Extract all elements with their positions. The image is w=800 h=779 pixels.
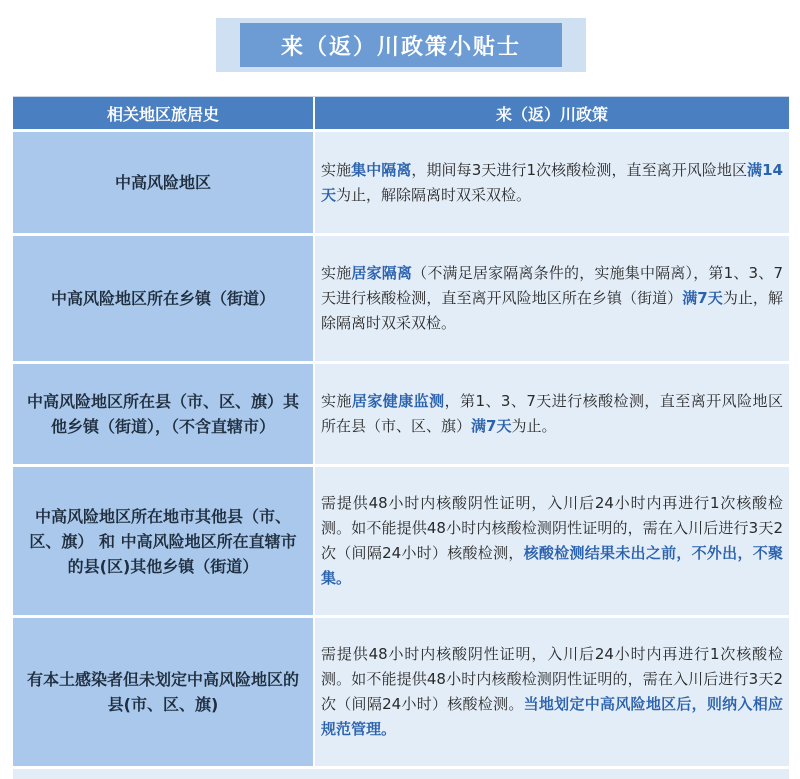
policy-cell bbox=[315, 467, 789, 615]
region-cell: 中高风险地区 bbox=[13, 132, 313, 233]
table-header bbox=[13, 97, 789, 129]
table-row bbox=[13, 467, 789, 615]
page-title: 来（返）川政策小贴士 bbox=[240, 23, 562, 67]
policy-text: 需提供48小时内核酸阴性证明，入川后24小时内再进行1次核酸检测。如不能提供48小时内核酸检测阴性证明的，需在入川后进行3天2次（间隔24小时）核酸检测，核酸检测结果未出之前，不外出，不聚集。 bbox=[321, 494, 783, 587]
table-row bbox=[13, 618, 789, 766]
title-banner bbox=[216, 18, 586, 72]
policy-text: 需提供48小时内核酸阴性证明，入川后24小时内再进行1次核酸检测。如不能提供48小时内核酸检测阴性证明的，需在入川后进行3天2次（间隔24小时）核酸检测。当地划定中高风险地区后，则纳入相应规范管理。 bbox=[321, 645, 783, 738]
policy-cell bbox=[315, 236, 789, 361]
policy-cell bbox=[315, 364, 789, 464]
region-cell: 有本土感染者但未划定中高风险地区的县(市、区、旗) bbox=[13, 618, 313, 766]
policy-text: 实施居家健康监测，第1、3、7天进行核酸检测，直至离开风险地区所在县（市、区、旗）满7天为止。 bbox=[321, 392, 783, 435]
policy-text: 实施集中隔离，期间每3天进行1次核酸检测，直至离开风险地区满14天为止，解除隔离时双采双检。 bbox=[321, 160, 783, 204]
policy-text: 实施居家隔离（不满足居家隔离条件的，实施集中隔离），第1、3、7天进行核酸检测，直至离开风险地区所在乡镇（街道）满7天为止，解除隔离时双采双检。 bbox=[321, 264, 783, 332]
table-row bbox=[13, 132, 789, 233]
region-cell: 中高风险地区所在地市其他县（市、区、旗） 和 中高风险地区所在直辖市的县(区)其他乡镇（街道） bbox=[13, 467, 313, 615]
policy-table bbox=[13, 96, 789, 779]
header-region: 相关地区旅居史 bbox=[13, 97, 313, 129]
table-row bbox=[13, 364, 789, 464]
header-policy: 来（返）川政策 bbox=[315, 97, 789, 129]
region-cell: 中高风险地区所在乡镇（街道） bbox=[13, 236, 313, 361]
policy-cell bbox=[315, 132, 789, 233]
region-cell: 中高风险地区所在县（市、区、旗）其他乡镇（街道），（不含直辖市） bbox=[13, 364, 313, 464]
table-row bbox=[13, 236, 789, 361]
policy-cell bbox=[315, 618, 789, 766]
